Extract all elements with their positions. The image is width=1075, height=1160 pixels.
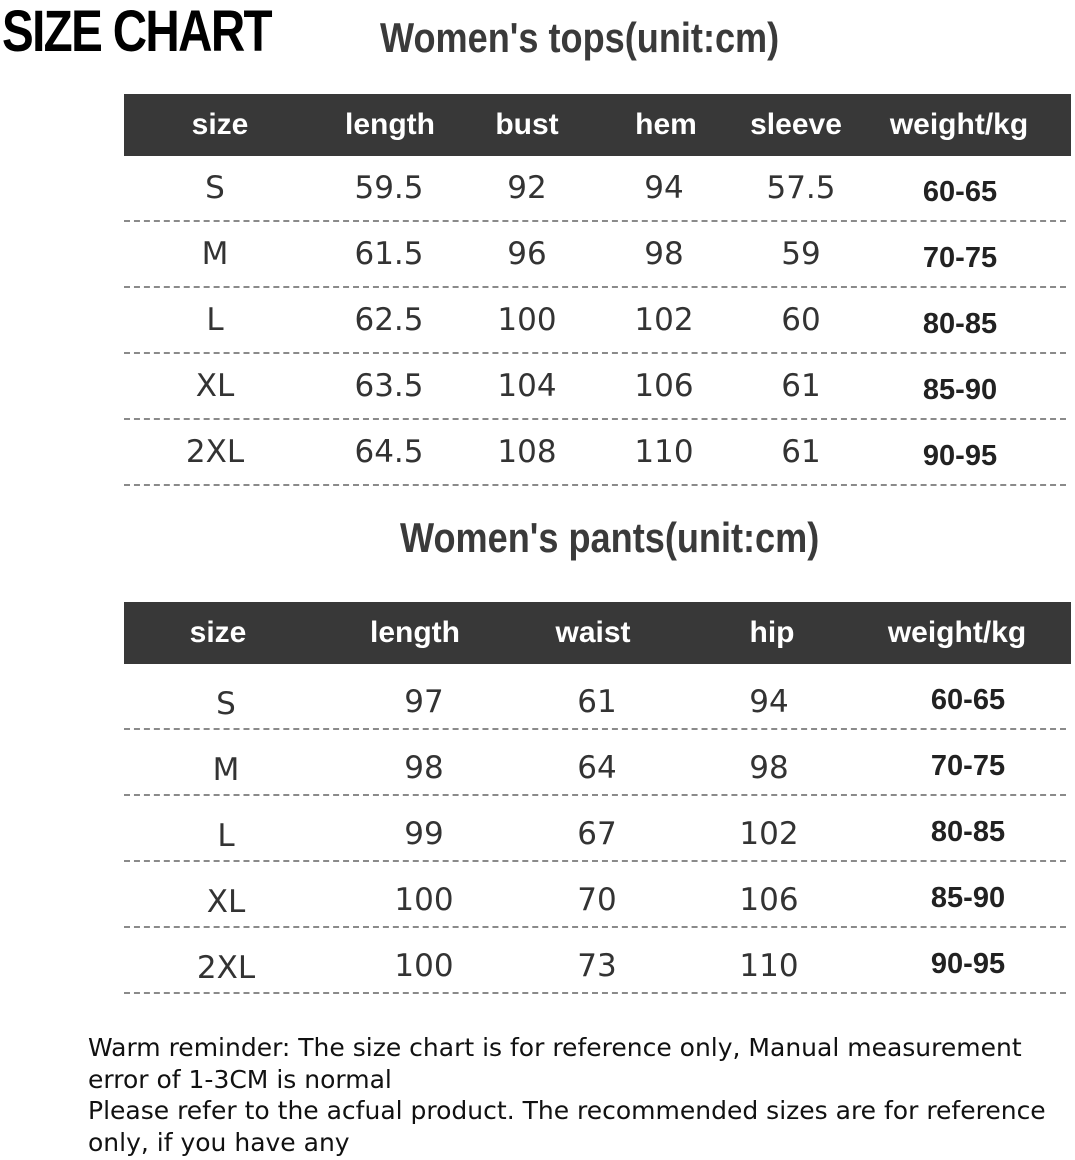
table-row: [124, 156, 1066, 222]
tops-cell-size: L: [206, 302, 224, 338]
pants-header-size: size: [189, 616, 247, 649]
pants-cell-size: 2XL: [196, 950, 256, 986]
tops-cell-weight: 60-65: [922, 176, 998, 208]
tops-cell-bust: 96: [507, 236, 547, 272]
tops-cell-bust: 92: [507, 170, 547, 206]
tops-header-hem: hem: [635, 108, 697, 141]
warm-reminder-text: Warm reminder: The size chart is for reference only, Manual measurement error of 1-3CM is normal: [88, 1033, 1022, 1094]
tops-cell-hem: 102: [634, 302, 694, 338]
tops-cell-sleeve: 59: [781, 236, 821, 272]
pants-cell-waist: 70: [577, 882, 617, 918]
pants-cell-length: 97: [404, 684, 444, 720]
pants-cell-hip: 94: [749, 684, 789, 720]
pants-header-length: length: [370, 616, 460, 649]
pants-cell-hip: 106: [739, 882, 799, 918]
pants-cell-length: 100: [394, 882, 454, 918]
page-title: SIZE CHART: [2, 0, 271, 64]
tops-cell-hem: 106: [634, 368, 694, 404]
pants-cell-length: 98: [404, 750, 444, 786]
pants-cell-waist: 73: [577, 948, 617, 984]
tops-cell-bust: 108: [497, 434, 557, 470]
tops-cell-sleeve: 61: [781, 368, 821, 404]
tops-cell-size: M: [201, 236, 229, 272]
pants-cell-hip: 98: [749, 750, 789, 786]
pants-cell-size: S: [216, 686, 236, 722]
pants-size-table: [124, 602, 1071, 1002]
table-row: [124, 730, 1066, 796]
tops-header-size: size: [191, 108, 249, 141]
tops-cell-length: 64.5: [354, 434, 424, 470]
pants-header-hip: hip: [749, 616, 795, 649]
tops-cell-weight: 80-85: [922, 308, 998, 340]
tops-cell-sleeve: 57.5: [766, 170, 836, 206]
pants-cell-length: 99: [404, 816, 444, 852]
pants-cell-weight: 70-75: [930, 750, 1006, 782]
table-row: [124, 420, 1066, 486]
tops-header-bust: bust: [495, 108, 559, 141]
tops-cell-hem: 98: [644, 236, 684, 272]
tops-cell-size: XL: [195, 368, 235, 404]
tops-cell-sleeve: 60: [781, 302, 821, 338]
tops-header-length: length: [345, 108, 435, 141]
table-row: [124, 354, 1066, 420]
tops-cell-weight: 70-75: [922, 242, 998, 274]
tops-header-row: [124, 94, 1071, 156]
table-row: [124, 288, 1066, 354]
pants-table-title: Women's pants(unit:cm): [400, 514, 820, 561]
pants-header-row: [124, 602, 1071, 664]
pants-header-weight: weight/kg: [887, 616, 1027, 649]
table-row: [124, 796, 1066, 862]
tops-cell-length: 62.5: [354, 302, 424, 338]
pants-header-waist: waist: [555, 616, 631, 649]
tops-cell-bust: 100: [497, 302, 557, 338]
pants-cell-hip: 102: [739, 816, 799, 852]
tops-cell-length: 61.5: [354, 236, 424, 272]
pants-cell-length: 100: [394, 948, 454, 984]
tops-cell-hem: 94: [644, 170, 684, 206]
pants-cell-weight: 80-85: [930, 816, 1006, 848]
tops-table-title: Women's tops(unit:cm): [380, 14, 780, 61]
table-row: [124, 222, 1066, 288]
pants-cell-waist: 61: [577, 684, 617, 720]
tops-header-weight: weight/kg: [889, 108, 1029, 141]
tops-cell-size: 2XL: [185, 434, 245, 470]
pants-cell-hip: 110: [739, 948, 799, 984]
pants-cell-size: L: [217, 818, 235, 854]
pants-cell-weight: 60-65: [930, 684, 1006, 716]
pants-cell-weight: 90-95: [930, 948, 1006, 980]
tops-cell-sleeve: 61: [781, 434, 821, 470]
tops-cell-length: 63.5: [354, 368, 424, 404]
table-row: [124, 862, 1066, 928]
pants-cell-weight: 85-90: [930, 882, 1006, 914]
pants-cell-size: XL: [206, 884, 246, 920]
tops-cell-hem: 110: [634, 434, 694, 470]
reference-note-text: Please refer to the acfual product. The recommended sizes are for reference only, if you have any: [88, 1096, 1046, 1157]
size-notes: [88, 1032, 1068, 1158]
tops-cell-weight: 85-90: [922, 374, 998, 406]
pants-cell-waist: 67: [577, 816, 617, 852]
tops-cell-size: S: [205, 170, 225, 206]
tops-cell-bust: 104: [497, 368, 557, 404]
tops-header-sleeve: sleeve: [750, 108, 842, 141]
tops-cell-weight: 90-95: [922, 440, 998, 472]
table-row: [124, 664, 1066, 730]
tops-cell-length: 59.5: [354, 170, 424, 206]
pants-cell-waist: 64: [577, 750, 617, 786]
tops-size-table: [124, 94, 1071, 494]
pants-cell-size: M: [212, 752, 240, 788]
table-row: [124, 928, 1066, 994]
